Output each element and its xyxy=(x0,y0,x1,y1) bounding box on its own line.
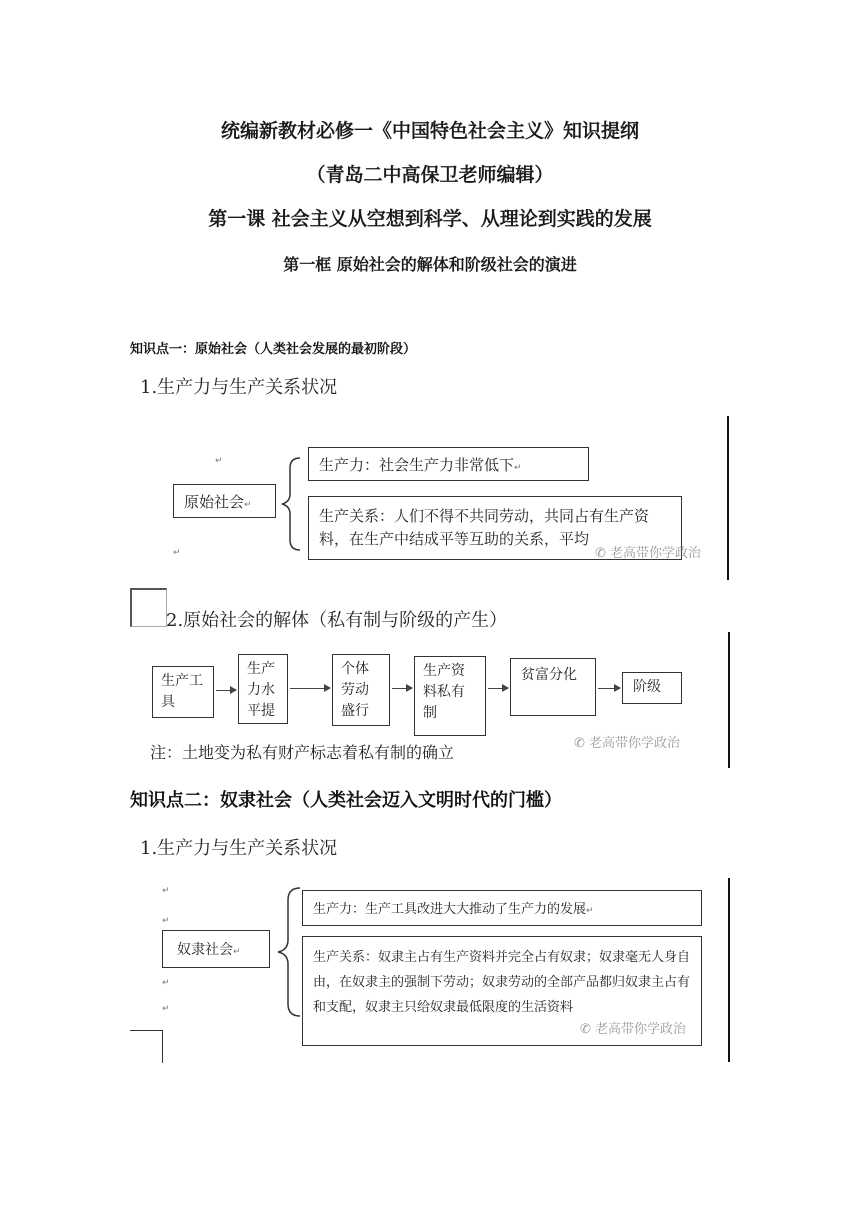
flow-step-1-text: 生产工具 xyxy=(161,673,203,710)
flow-step-5-text: 贫富分化 xyxy=(521,667,577,683)
brace-icon xyxy=(276,456,310,552)
flow-step-3-text: 个体劳动盛行 xyxy=(341,661,369,719)
watermark: ✆ 老高带你学政治 xyxy=(574,736,681,751)
arrow-icon xyxy=(216,690,236,691)
author-line: （青岛二中高保卫老师编辑） xyxy=(306,164,554,186)
subheading-1-1: 1.生产力与生产关系状况 xyxy=(140,377,338,398)
flow-step-6 xyxy=(622,672,682,704)
flow-step-2 xyxy=(238,654,288,724)
productivity-text: 生产力：生产工具改进大大推动了生产力的发展 xyxy=(313,902,587,917)
document-title: 统编新教材必修一《中国特色社会主义》知识提纲 xyxy=(220,120,639,142)
knowledge-point-1-heading: 知识点一：原始社会（人类社会发展的最初阶段） xyxy=(130,342,417,357)
productivity-text: 生产力：社会生产力非常低下 xyxy=(319,456,515,474)
watermark-text: 老高带你学政治 xyxy=(589,736,681,751)
root-box: 奴隶社会↵ xyxy=(162,930,270,968)
root-label: 原始社会 xyxy=(184,493,245,511)
root-label: 奴隶社会 xyxy=(177,942,233,958)
productivity-box: 生产力：社会生产力非常低下↵ xyxy=(308,447,589,481)
lesson-title: 第一课 社会主义从空想到科学、从理论到实践的发展 xyxy=(208,208,652,230)
watermark-text: 老高带你学政治 xyxy=(610,546,702,561)
flow-step-6-text: 阶级 xyxy=(633,679,661,695)
paragraph-mark: ↵ xyxy=(173,548,181,558)
relations-text: 生产关系：人们不得不共同劳动，共同占有生产资料，在生产中结成平等互助的关系，平均 xyxy=(319,507,650,548)
watermark: ✆ 老高带你学政治 xyxy=(580,1022,687,1037)
frame-title: 第一框 原始社会的解体和阶级社会的演进 xyxy=(283,255,577,274)
page-edge-line xyxy=(727,416,729,580)
subheading-1-2: 2.原始社会的解体（私有制与阶级的产生） xyxy=(166,610,508,631)
page-corner-mark xyxy=(130,588,167,627)
paragraph-mark: ↵ xyxy=(162,1004,170,1014)
diagram-slave-society xyxy=(150,878,732,1062)
page-corner-mark xyxy=(130,1030,163,1063)
flow-step-3 xyxy=(332,654,390,726)
page-edge-line xyxy=(728,632,730,768)
subheading-2-1: 1.生产力与生产关系状况 xyxy=(140,838,338,859)
flow-step-4-text: 生产资料私有制 xyxy=(423,663,465,721)
watermark-text: 老高带你学政治 xyxy=(595,1022,687,1037)
paragraph-mark: ↵ xyxy=(162,916,170,926)
note-text: 注：土地变为私有财产标志着私有制的确立 xyxy=(150,743,455,762)
knowledge-point-2-heading: 知识点二：奴隶社会（人类社会迈入文明时代的门槛） xyxy=(130,790,562,811)
arrow-icon xyxy=(488,688,508,689)
diagram-primitive-society xyxy=(165,412,731,580)
root-box: 原始社会↵ xyxy=(173,484,276,518)
paragraph-mark: ↵ xyxy=(162,978,170,988)
paragraph-mark: ↵ xyxy=(215,456,223,466)
arrow-icon xyxy=(598,688,620,689)
arrow-icon xyxy=(290,688,330,689)
arrow-icon xyxy=(392,688,412,689)
page-edge-line xyxy=(728,878,730,1062)
flow-step-5 xyxy=(510,658,596,716)
flow-step-1 xyxy=(152,666,214,718)
diagram-dissolution-flow xyxy=(146,632,732,768)
brace-icon xyxy=(270,882,304,1022)
relations-text: 生产关系：奴隶主占有生产资料并完全占有奴隶；奴隶毫无人身自由，在奴隶主的强制下劳动；奴隶劳动的全部产品都归奴隶主占有和支配，奴隶主只给奴隶最低限度的生活资料 xyxy=(313,950,691,1015)
flow-step-4 xyxy=(414,656,486,736)
paragraph-mark: ↵ xyxy=(162,886,170,896)
watermark: ✆ 老高带你学政治 xyxy=(595,546,702,561)
flow-step-2-text: 生产力水平提 xyxy=(247,661,275,719)
productivity-box: 生产力：生产工具改进大大推动了生产力的发展↵ xyxy=(302,890,702,926)
